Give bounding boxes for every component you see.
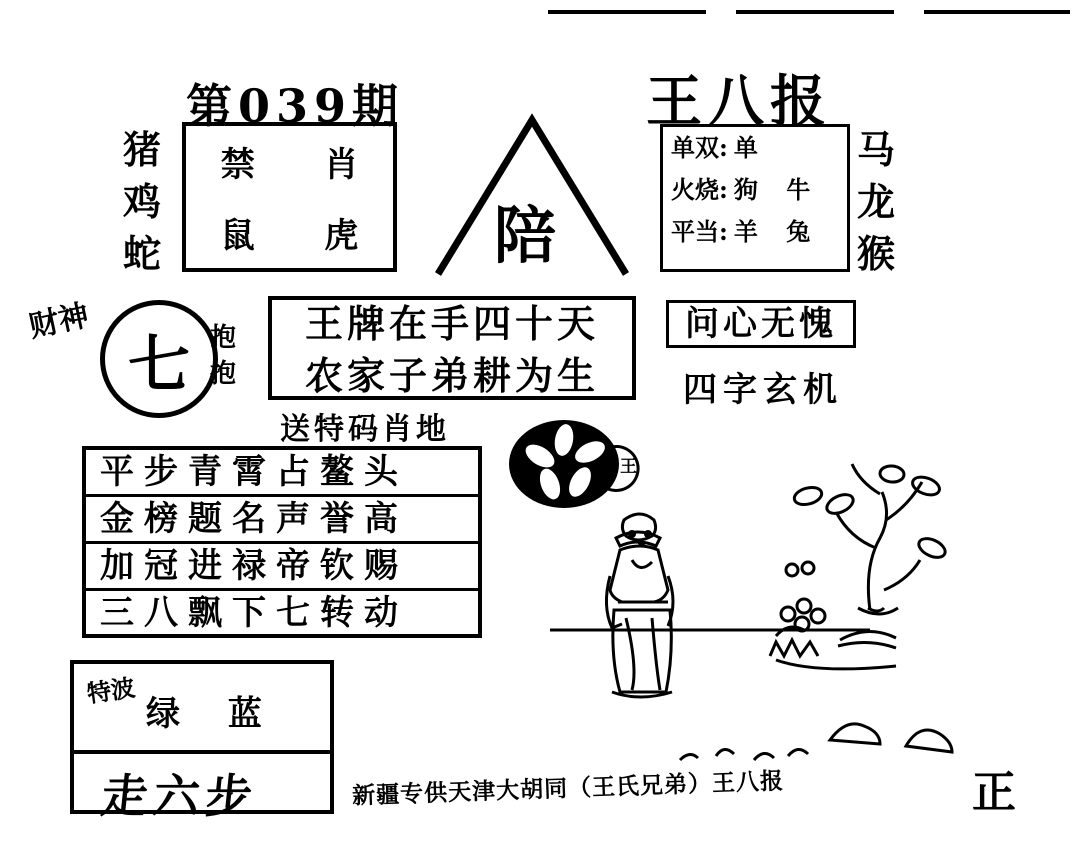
left-zodiac-item-1: 鸡 [122,179,161,224]
verse-line-3: 三八飘下七转动 [100,593,408,633]
tebo-box [70,660,334,823]
ban-xiao-box [182,122,397,272]
top-rule-3 [924,10,1070,14]
right-zodiac-item-0: 马 [856,127,895,172]
footer-seal: 正 [972,767,1016,818]
verse-box [82,446,482,638]
tebo-char-0: 特波 [85,672,137,709]
baobao-char-0: 抱 [209,323,236,353]
right-zodiac-item-2: 猴 [856,231,895,276]
left-zodiac-item-2: 蛇 [122,231,161,276]
song-te-text: 送特码肖地 [280,412,450,447]
tebo-colors: 绿 蓝 [146,694,280,734]
lucky-number-value: 七 [127,327,190,401]
center-emblem [432,108,632,278]
info-rows [663,127,847,253]
tebo-label [84,673,138,710]
couplet-box [268,296,636,400]
lucky-number-circle [100,300,218,418]
info-value-0: 单 [733,133,768,162]
info-label-0: 单双: [671,133,728,162]
info-label-1: 火烧: [671,175,728,204]
ban-xiao-label-jin: 禁 [220,145,255,185]
tebo-steps: 走六步 [98,769,261,823]
footer-text: 新疆专供天津大胡同（王氏兄弟）王八报 [351,767,785,810]
top-rule-2 [736,10,894,14]
rocks [680,724,952,760]
sizi-xuanji: 四字玄机 [683,370,843,410]
paper-title: 王八报 [646,69,832,135]
tree [792,464,948,614]
caishen-char-0: 财神 [25,298,92,345]
emblem-character: 陪 [494,199,559,272]
top-rule-1 [548,10,706,14]
right-zodiac-column [846,124,906,280]
verse-line-0: 平步青霄占鳌头 [86,450,478,497]
ban-xiao-item-1: 虎 [324,216,359,256]
scholar-figure [606,514,673,697]
left-zodiac-item-0: 猪 [122,127,161,172]
couplet-line-2: 农家子弟耕为生 [304,353,599,398]
info-row-1 [671,169,847,211]
baobao-label [208,320,238,392]
info-value-1: 狗 牛 [733,175,821,204]
verse-line-1: 金榜题名声誉高 [86,497,478,544]
baobao-char-1: 抱 [209,359,236,389]
left-zodiac-column [112,124,172,280]
verse-line-2: 加冠进禄帝钦赐 [86,544,478,591]
right-zodiac-item-1: 龙 [856,179,895,224]
info-label-2: 平当: [671,217,728,246]
issue-label: 第039期 [186,79,405,133]
info-row-2 [671,211,847,253]
info-value-2: 羊 兔 [733,217,821,246]
illustration-svg [540,460,1060,790]
tebo-divider [74,750,330,754]
stamp-char: 王 [620,457,637,477]
info-row-0 [671,127,847,169]
info-box [660,124,850,272]
wenxin-text: 问心无愧 [685,304,837,344]
wenxin-box [666,300,856,348]
couplet-line-1: 王牌在手四十天 [304,301,599,346]
ban-xiao-item-0: 鼠 [220,216,255,256]
caishen-label [21,295,98,349]
illustration [540,460,1060,790]
ban-xiao-label-xiao: 肖 [324,145,359,185]
ban-xiao-grid [186,126,393,268]
